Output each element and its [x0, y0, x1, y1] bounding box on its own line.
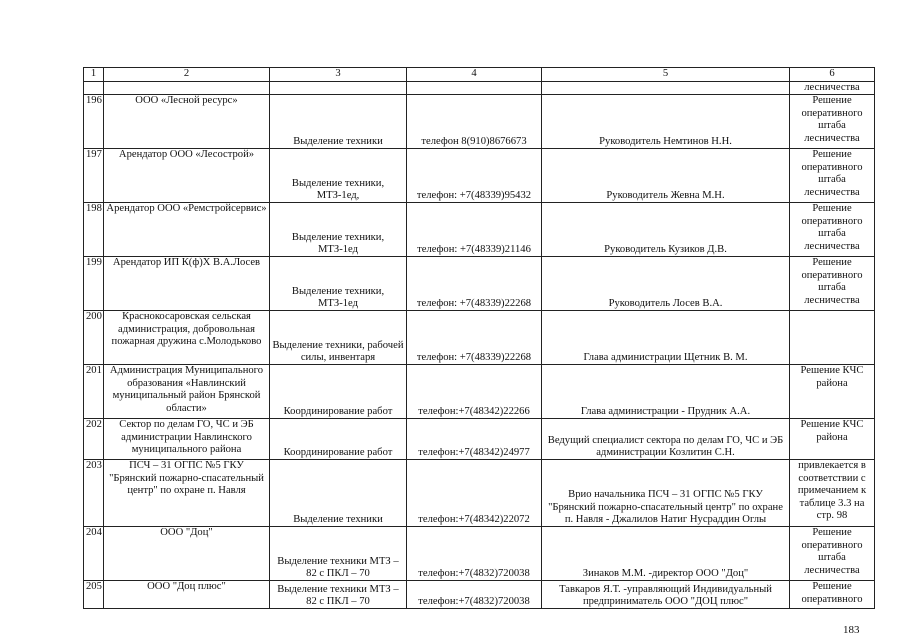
basis-cell	[790, 311, 875, 365]
basis-cell: Решение оперативного штаба лесничества	[790, 149, 875, 203]
column-number: 3	[270, 68, 407, 82]
phone-cell: телефон 8(910)8676673	[407, 95, 542, 149]
phone-cell: телефон:+7(48342)24977	[407, 419, 542, 460]
contact-cell: Тавкаров Я.Т. -управляющий Индивидуальный предприниматель ООО "ДОЦ плюс"	[542, 581, 790, 609]
phone-cell: телефон:+7(4832)720038	[407, 527, 542, 581]
phone-cell: телефон: +7(48339)21146	[407, 203, 542, 257]
basis-cell: Решение оперативного	[790, 581, 875, 609]
phone-cell: телефон: +7(48339)95432	[407, 149, 542, 203]
organization-cell: Сектор по делам ГО, ЧС и ЭБ администрации Навлинского муниципального района	[104, 419, 270, 460]
row-number: 205	[84, 581, 104, 609]
contact-cell: Руководитель Кузиков Д.В.	[542, 203, 790, 257]
action-cell: Выделение техники, МТЗ-1ед	[270, 203, 407, 257]
row-number: 198	[84, 203, 104, 257]
organization-cell: Арендатор ИП К(ф)Х В.А.Лосев	[104, 257, 270, 311]
table-row	[84, 460, 875, 527]
contact-cell: Зинаков М.М. -директор ООО "Доц"	[542, 527, 790, 581]
contact-cell: Руководитель Немтинов Н.Н.	[542, 95, 790, 149]
table-row	[84, 527, 875, 581]
table-row	[84, 257, 875, 311]
table-row	[84, 203, 875, 257]
contact-cell: Глава администрации - Прудник А.А.	[542, 365, 790, 419]
row-number: 202	[84, 419, 104, 460]
organization-cell: ООО "Доц плюс"	[104, 581, 270, 609]
phone-cell: телефон: +7(48339)22268	[407, 311, 542, 365]
emergency-resources-table	[83, 67, 875, 609]
basis-cell: Решение КЧС района	[790, 365, 875, 419]
row-number: 204	[84, 527, 104, 581]
phone-cell: телефон:+7(4832)720038	[407, 581, 542, 609]
action-cell: Выделение техники МТЗ – 82 с ПКЛ – 70	[270, 581, 407, 609]
table-row	[84, 419, 875, 460]
basis-cell: Решение оперативного штаба лесничества	[790, 527, 875, 581]
column-number: 5	[542, 68, 790, 82]
organization-cell: ПСЧ – 31 ОГПС №5 ГКУ "Брянский пожарно-спасательный центр" по охране п. Навля	[104, 460, 270, 527]
row-number: 199	[84, 257, 104, 311]
organization-cell: Арендатор ООО «Ремстройсервис»	[104, 203, 270, 257]
table-row	[84, 581, 875, 609]
contact-cell: Глава администрации Щетник В. М.	[542, 311, 790, 365]
action-cell: Выделение техники, МТЗ-1ед	[270, 257, 407, 311]
organization-cell: Администрация Муниципального образования «Навлинский муниципальный район Брянской области»	[104, 365, 270, 419]
page-number: 183	[843, 624, 860, 636]
phone-cell: телефон: +7(48339)22268	[407, 257, 542, 311]
column-number-row	[84, 68, 875, 82]
action-cell: Выделение техники МТЗ – 82 с ПКЛ – 70	[270, 527, 407, 581]
basis-cell: Решение оперативного штаба лесничества	[790, 95, 875, 149]
table-row	[84, 149, 875, 203]
organization-cell: ООО «Лесной ресурс»	[104, 95, 270, 149]
table-row	[84, 95, 875, 149]
organization-cell: ООО "Доц"	[104, 527, 270, 581]
table-row	[84, 365, 875, 419]
basis-cell: привлекается в соответствии с примечанием к таблице 3.3 на стр. 98	[790, 460, 875, 527]
organization-cell: Арендатор ООО «Лесострой»	[104, 149, 270, 203]
organization-cell: Краснокосаровская сельская администрация, добровольная пожарная дружина с.Молодьково	[104, 311, 270, 365]
column-number: 1	[84, 68, 104, 82]
table-row	[84, 311, 875, 365]
action-cell: Координирование работ	[270, 365, 407, 419]
row-number: 201	[84, 365, 104, 419]
row-number: 197	[84, 149, 104, 203]
action-cell: Координирование работ	[270, 419, 407, 460]
phone-cell: телефон:+7(48342)22072	[407, 460, 542, 527]
continuation-row	[84, 82, 875, 95]
column-number: 6	[790, 68, 875, 82]
contact-cell: Руководитель Лосев В.А.	[542, 257, 790, 311]
basis-cell: Решение оперативного штаба лесничества	[790, 257, 875, 311]
basis-cell: Решение оперативного штаба лесничества	[790, 203, 875, 257]
action-cell: Выделение техники	[270, 460, 407, 527]
row-number: 200	[84, 311, 104, 365]
action-cell: Выделение техники, рабочей силы, инвентаря	[270, 311, 407, 365]
row-number: 196	[84, 95, 104, 149]
column-number: 2	[104, 68, 270, 82]
action-cell: Выделение техники	[270, 95, 407, 149]
continuation-cell: лесничества	[790, 82, 875, 95]
action-cell: Выделение техники, МТЗ-1ед,	[270, 149, 407, 203]
contact-cell: Руководитель Жевна М.Н.	[542, 149, 790, 203]
row-number: 203	[84, 460, 104, 527]
column-number: 4	[407, 68, 542, 82]
contact-cell: Врио начальника ПСЧ – 31 ОГПС №5 ГКУ "Брянский пожарно-спасательный центр" по охране п. Навля - Джалилов Натиг Нусраддин Оглы	[542, 460, 790, 527]
basis-cell: Решение КЧС района	[790, 419, 875, 460]
phone-cell: телефон:+7(48342)22266	[407, 365, 542, 419]
contact-cell: Ведущий специалист сектора по делам ГО, ЧС и ЭБ администрации Козлитин С.Н.	[542, 419, 790, 460]
